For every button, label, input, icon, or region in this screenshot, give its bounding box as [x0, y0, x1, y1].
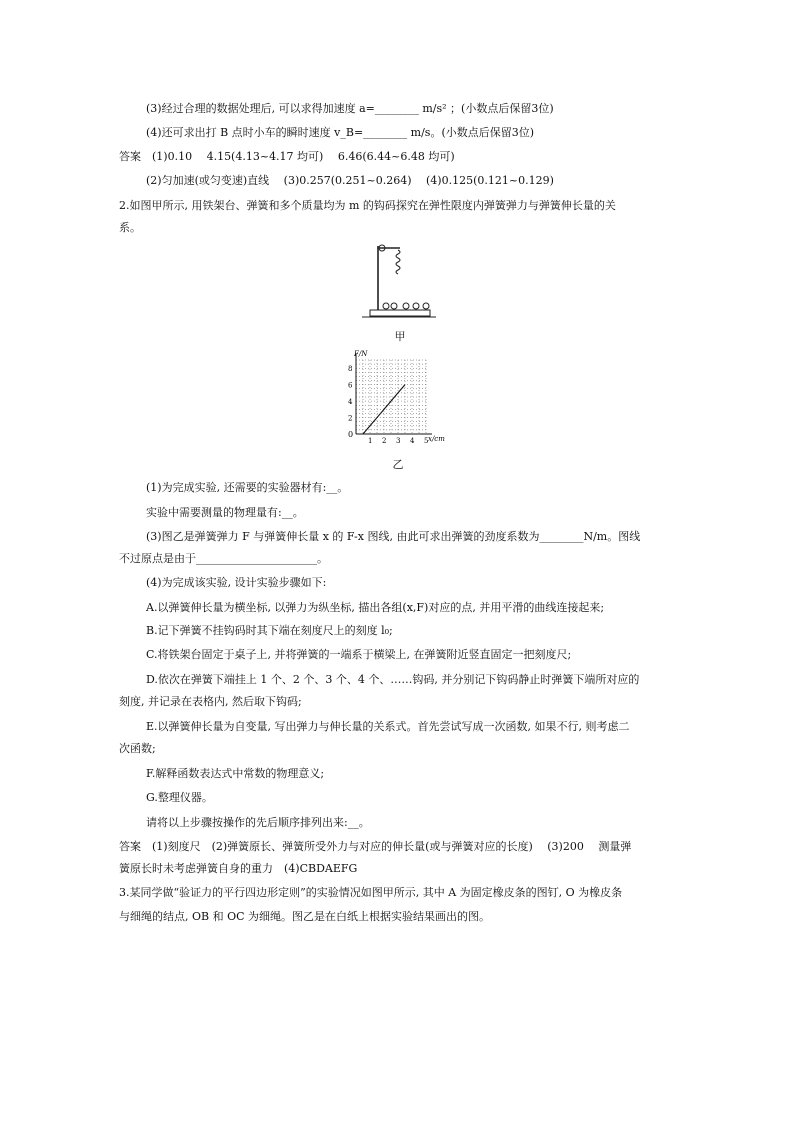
step-e: E.以弹簧伸长量为自变量, 写出弹力与伸长量的关系式。首先尝试写成一次函数, 如果不行, 则考虑二: [146, 720, 630, 733]
step-d-cont: 刻度, 并记录在表格内, 然后取下钩码;: [119, 695, 302, 708]
spring: [396, 250, 400, 274]
y-tick-label: 6: [348, 381, 353, 390]
y-tick-label: 2: [348, 414, 353, 423]
hook-weights: [383, 303, 429, 309]
x-tick-label: 3: [396, 437, 401, 445]
step-f: F.解释函数表达式中常数的物理意义;: [146, 767, 325, 780]
x-axis-label: x/cm: [428, 435, 445, 443]
step-e-cont: 次函数;: [119, 742, 156, 755]
answer-line-1: 答案 (1)0.10 4.15(4.13~4.17 均可) 6.46(6.44~6.48 均可): [119, 150, 455, 163]
step-b: B.记下弹簧不挂钩码时其下端在刻度尺上的刻度 l₀;: [146, 624, 393, 637]
origin-label: 0: [348, 430, 354, 439]
q2-order-prompt: 请将以上步骤按操作的先后顺序排列出来:__。: [146, 816, 370, 829]
x-tick-label: 4: [410, 437, 415, 445]
y-tick-label: 8: [348, 365, 353, 374]
figure-yi-caption: 乙: [392, 458, 404, 471]
q2-part-2: 实验中需要测量的物理量有:__。: [146, 506, 304, 519]
question-3-stem-cont: 与细绳的结点, OB 和 OC 为细绳。图乙是在白纸上根据实验结果画出的图。: [119, 910, 491, 923]
answer-line-2: (2)匀加速(或匀变速)直线 (3)0.257(0.251~0.264) (4)0.125(0.121~0.129): [146, 174, 554, 187]
x-tick-label: 5: [424, 437, 429, 445]
q2-part-3: (3)图乙是弹簧弹力 F 与弹簧伸长量 x 的 F-x 图线, 由此可求出弹簧的劲度系数为________N/m。图线: [146, 530, 641, 543]
question-part-4: (4)还可求出打 B 点时小车的瞬时速度 v_B=________ m/s。(小数点后保留3位): [146, 126, 535, 139]
q2-answer: 答案 (1)刻度尺 (2)弹簧原长、弹簧所受外力与对应的伸长量(或与弹簧对应的长度) (3)200 测量弹: [119, 840, 632, 853]
q2-part-4: (4)为完成该实验, 设计实验步骤如下:: [146, 576, 327, 589]
x-tick-label: 1: [368, 437, 373, 445]
q2-part-3-cont: 不过原点是由于______________________。: [119, 552, 328, 565]
q2-answer-cont: 簧原长时未考虑弹簧自身的重力 (4)CBDAEFG: [119, 862, 358, 875]
question-part-3: (3)经过合理的数据处理后, 可以求得加速度 a=________ m/s² ；(小数点后保留3位): [146, 102, 554, 115]
question-2-stem: 2.如图甲所示, 用铁架台、弹簧和多个质量均为 m 的钩码探究在弹性限度内弹簧弹力与弹簧伸长量的关: [119, 199, 616, 212]
y-tick-label: 4: [348, 398, 353, 407]
question-2-stem-cont: 系。: [119, 221, 141, 234]
step-c: C.将铁架台固定于桌子上, 并将弹簧的一端系于横梁上, 在弹簧附近竖直固定一把刻度尺;: [146, 648, 572, 661]
figure-yi-chart: [338, 350, 453, 448]
step-d: D.依次在弹簧下端挂上 1 个、2 个、3 个、4 个、……钩码, 并分别记下钩码静止时弹簧下端所对应的: [146, 673, 640, 686]
stand-base: [370, 310, 430, 316]
x-tick-label: 2: [382, 437, 387, 445]
question-3-stem: 3.某同学做“验证力的平行四边形定则”的实验情况如图甲所示, 其中 A 为固定橡皮条的图钉, O 为橡皮条: [119, 886, 623, 899]
figure-jia-apparatus: [360, 238, 440, 322]
figure-jia-caption: 甲: [394, 330, 406, 343]
q2-part-1: (1)为完成实验, 还需要的实验器材有:__。: [146, 481, 349, 494]
step-a: A.以弹簧伸长量为横坐标, 以弹力为纵坐标, 描出各组(x,F)对应的点, 并用平滑的曲线连接起来;: [146, 601, 605, 614]
step-g: G.整理仪器。: [146, 791, 213, 804]
y-axis-label: F/N: [354, 350, 368, 358]
